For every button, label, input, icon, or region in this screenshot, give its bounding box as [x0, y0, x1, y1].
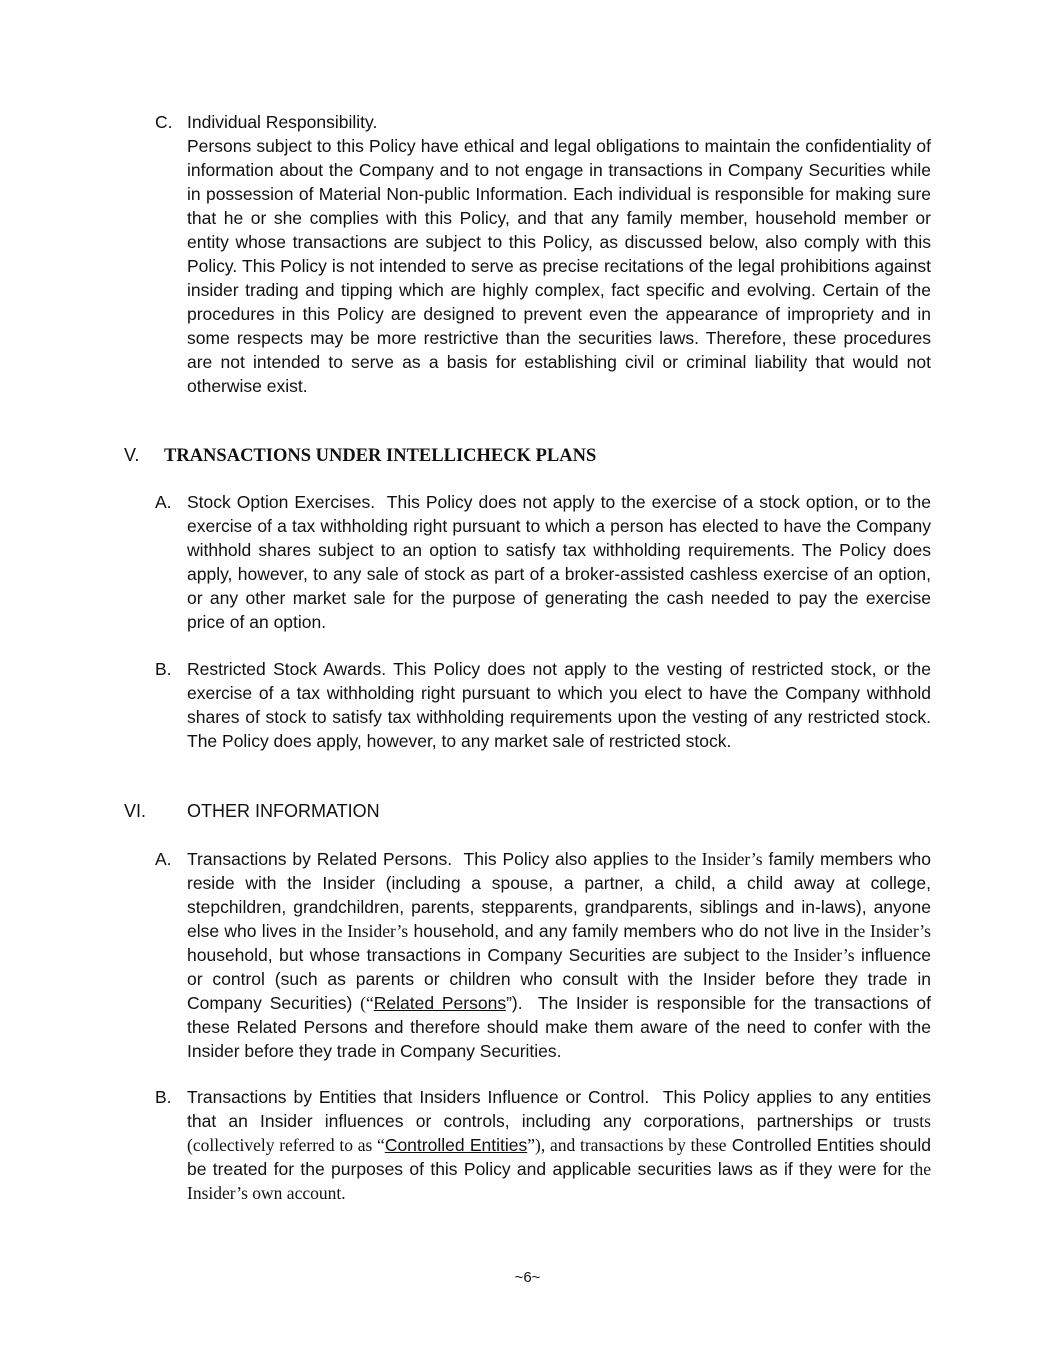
item-letter: A. — [155, 492, 172, 512]
text-run: Controlled Entities should be treated for the purposes of this Policy and applicable securities laws as if they were for — [187, 1135, 931, 1179]
controlled-entities-item — [155, 1085, 931, 1205]
item-lead: Transactions by Entities that Insiders Influence or Control. — [187, 1087, 650, 1107]
item-body: This Policy does not apply to the vesting of restricted stock, or the exercise of a tax withholding right pursuant to which you elect to have the Company withhold shares of stock to satisfy tax withholding requirements upon the vesting of any restricted stock. The Policy does apply, however, to any market sale of restricted stock. — [187, 659, 931, 751]
item-lead: Restricted Stock Awards. — [187, 659, 387, 679]
section-v-heading — [124, 443, 596, 468]
text-run: This Policy also applies to — [463, 849, 669, 869]
individual-responsibility-body: Persons subject to this Policy have ethical and legal obligations to maintain the confidentiality of information about the Company and to not engage in transactions in Company Securities while in possession of Material Non-public Information. Each individual is responsible for making sure that he or she complies with this Policy, and that any family member, household member or entity whose transactions are subject to this Policy, as discussed below, also comply with this Policy. This Policy is not intended to serve as precise recitations of the legal prohibitions against insider trading and tipping which are highly complex, fact specific and evolving. Certain of the procedures in this Policy are designed to prevent even the appearance of impropriety and in some respects may be more restrictive than the securities laws. Therefore, these procedures are not intended to serve as a basis for establishing civil or criminal liability that would not otherwise exist. — [187, 136, 931, 396]
item-letter: B. — [155, 659, 172, 679]
item-letter: B. — [155, 1087, 172, 1107]
text-run: the Insider’s own account. — [187, 1159, 931, 1203]
item-letter: A. — [155, 849, 172, 869]
section-number: V. — [124, 445, 140, 465]
stock-option-exercises-item — [155, 490, 931, 634]
item-letter: C. — [155, 112, 173, 132]
section-title: TRANSACTIONS UNDER INTELLICHECK PLANS — [164, 446, 597, 466]
restricted-stock-awards-paragraph — [155, 657, 931, 753]
text-run: ”). — [506, 993, 523, 1013]
defined-term-related-persons: Related Persons — [373, 993, 507, 1013]
text-run: This Policy applies to any entities that an Insider influences or controls, including any corporations, partnerships or — [187, 1087, 931, 1131]
restricted-stock-awards-item — [155, 657, 931, 753]
related-persons-paragraph — [155, 847, 931, 1063]
related-persons-item — [155, 847, 931, 1063]
stock-option-exercises-paragraph — [155, 490, 931, 634]
individual-responsibility-heading — [155, 110, 931, 134]
text-run: The Insider is responsible for the transactions of these Related Persons and therefore should make them aware of the need to confer with the Insider before they trade in Company Securities. — [187, 993, 931, 1061]
heading-text: Individual Responsibility. — [187, 112, 378, 132]
text-run: influence or control (such as parents or children who consult with the Insider before they trade in Company Securities) — [187, 945, 932, 1013]
item-lead: Transactions by Related Persons. — [187, 849, 453, 869]
text-run: ”), and transactions by these — [527, 1135, 727, 1155]
item-lead: Stock Option Exercises. — [187, 492, 376, 512]
section-title: OTHER INFORMATION — [187, 801, 380, 821]
defined-term-controlled-entities: Controlled Entities — [384, 1135, 528, 1155]
controlled-entities-paragraph — [155, 1085, 931, 1205]
text-run: family members who reside with the Insider (including a spouse, a partner, a child, a child away at college, stepchildren, grandchildren, parents, stepparents, grandparents, siblings and in-laws), anyone else who lives in — [187, 849, 931, 941]
section-number: VI. — [124, 801, 147, 821]
item-body: This Policy does not apply to the exercise of a stock option, or to the exercise of a tax withholding right pursuant to which a person has elected to have the Company withhold shares subject to an option to satisfy tax withholding requirements. The Policy does apply, however, to any sale of stock as part of a broker-assisted cashless exercise of an option, or any other market sale for the purpose of generating the cash needed to pay the exercise price of an option. — [187, 492, 931, 632]
section-vi-heading — [124, 799, 380, 823]
text-run: trusts (collectively referred to as “ — [187, 1111, 931, 1155]
text-run: the Insider’s — [766, 945, 855, 965]
text-run: the Insider’s — [843, 921, 931, 941]
text-run: (“ — [360, 993, 374, 1013]
text-run: the Insider’s — [674, 849, 763, 869]
text-run: household, and any family members who do not live in — [413, 921, 839, 941]
page-number: ~6~ — [514, 1269, 541, 1286]
individual-responsibility-block — [155, 110, 931, 398]
text-run: the Insider’s — [321, 921, 409, 941]
text-run: household, but whose transactions in Company Securities are subject to — [187, 945, 760, 965]
